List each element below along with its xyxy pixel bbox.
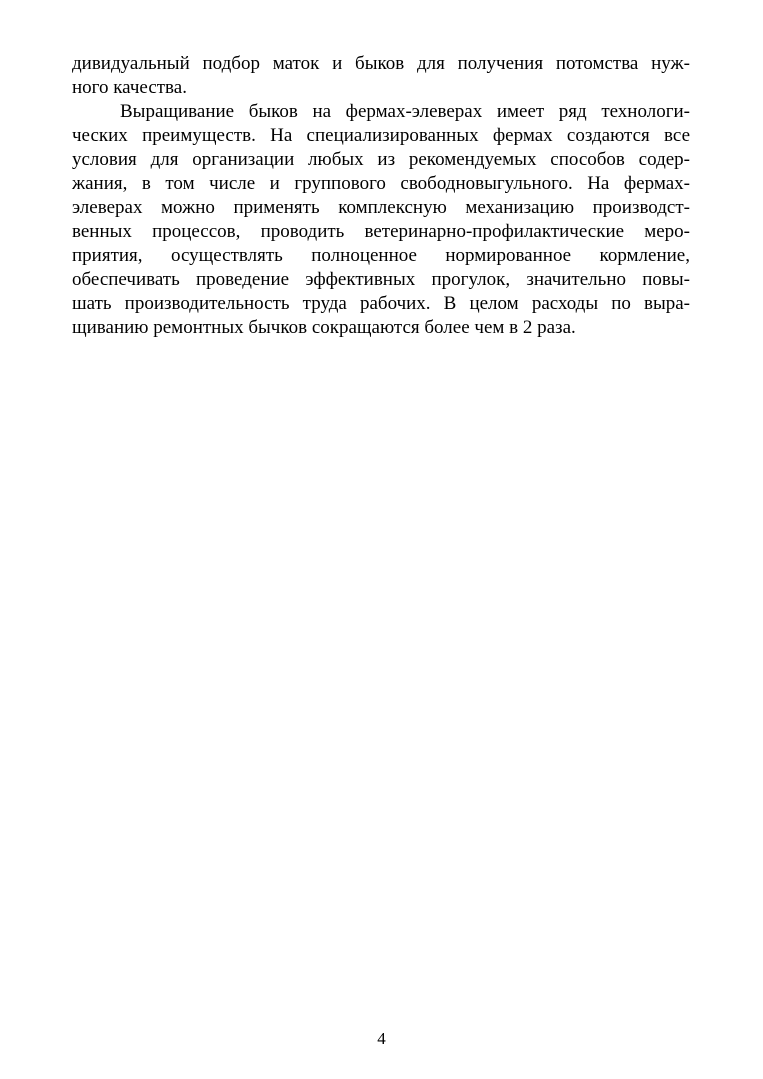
text-line: венных процессов, проводить ветеринарно-профилактические меро- — [72, 221, 690, 242]
text-line: элеверах можно применять комплексную механизацию производст- — [72, 197, 690, 218]
page-number: 4 — [377, 1029, 386, 1048]
text-line: обеспечивать проведение эффективных прогулок, значительно повы- — [72, 269, 690, 290]
text-line: условия для организации любых из рекомендуемых способов содер- — [72, 149, 690, 170]
paragraph-2 — [72, 100, 690, 340]
text-line: жания, в том числе и группового свободновыгульного. На фермах- — [72, 173, 690, 194]
document-body — [72, 52, 690, 340]
text-line: Выращивание быков на фермах-элеверах имеет ряд технологи- — [120, 101, 690, 122]
paragraph-1 — [72, 52, 690, 100]
text-line: дивидуальный подбор маток и быков для получения потомства нуж- — [72, 53, 690, 74]
text-line: ческих преимуществ. На специализированных фермах создаются все — [72, 125, 690, 146]
text-line: ного качества. — [72, 77, 187, 98]
text-line: щиванию ремонтных бычков сокращаются более чем в 2 раза. — [72, 317, 576, 338]
text-line: шать производительность труда рабочих. В целом расходы по выра- — [72, 293, 690, 314]
text-line: приятия, осуществлять полноценное нормированное кормление, — [72, 245, 690, 266]
